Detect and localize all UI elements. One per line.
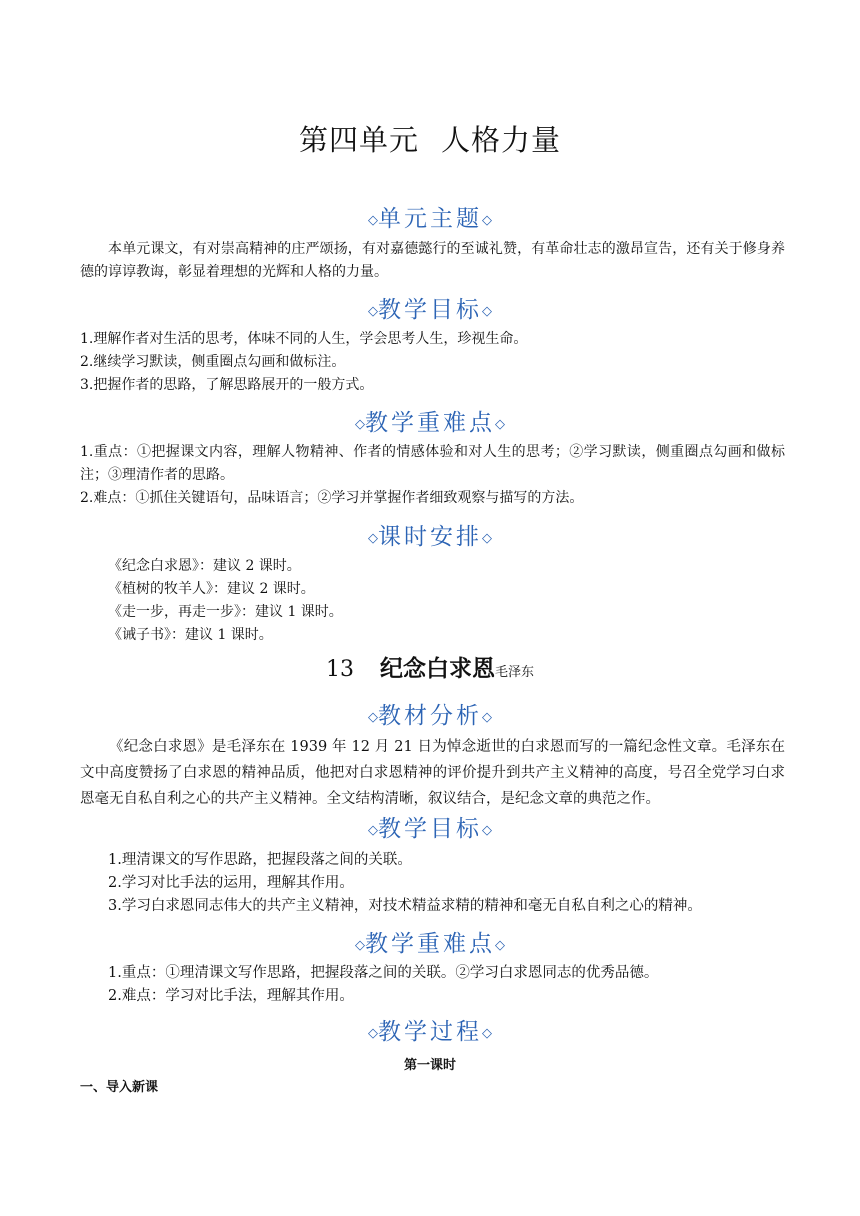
unit-key-points: 1.重点：①把握课文内容，理解人物精神、作者的情感体验和对人生的思考；②学习默读，侧重圈点勾画和做标注；③理清作者的思路。 xyxy=(80,444,785,483)
diamond-icon: ◇ xyxy=(482,531,492,546)
section-heading-teaching-goals: ◇教学目标◇ xyxy=(368,297,492,323)
diamond-icon: ◇ xyxy=(482,710,492,725)
diamond-icon: ◇ xyxy=(368,531,378,546)
diamond-icon: ◇ xyxy=(368,213,378,228)
unit-difficult-points: 2.难点：①抓住关键语句，品味语言；②学习并掌握作者细致观察与描写的方法。 xyxy=(80,490,584,506)
unit-goal-item: 3.把握作者的思路，了解思路展开的一般方式。 xyxy=(80,377,374,393)
diamond-icon: ◇ xyxy=(495,938,505,953)
diamond-icon: ◇ xyxy=(368,304,378,319)
section-heading-material-analysis: ◇教材分析◇ xyxy=(368,703,492,729)
lesson-title xyxy=(0,650,860,683)
diamond-icon: ◇ xyxy=(368,1026,378,1041)
lesson-goal-item: 3.学习白求恩同志伟大的共产主义精神，对技术精益求精的精神和毫无自私自利之心的精神。 xyxy=(108,898,702,914)
section-heading-unit-theme: ◇单元主题◇ xyxy=(368,206,492,232)
diamond-icon: ◇ xyxy=(482,213,492,228)
first-period-heading: 第一课时 xyxy=(403,1058,456,1073)
diamond-icon: ◇ xyxy=(495,417,505,432)
lesson-number: 13 xyxy=(325,657,354,682)
diamond-icon: ◇ xyxy=(368,823,378,838)
unit-goal-item: 1.理解作者对生活的思考，体味不同的人生，学会思考人生，珍视生命。 xyxy=(80,331,528,347)
schedule-item: 《纪念白求恩》：建议 2 课时。 xyxy=(108,558,301,574)
schedule-item: 《植树的牧羊人》：建议 2 课时。 xyxy=(108,581,315,597)
diamond-icon: ◇ xyxy=(482,1026,492,1041)
lesson-key-points: 1.重点：①理清课文写作思路，把握段落之间的关联。②学习白求恩同志的优秀品德。 xyxy=(108,965,659,981)
lesson-difficult-points: 2.难点：学习对比手法，理解其作用。 xyxy=(108,988,354,1004)
intro-heading: 一、导入新课 xyxy=(80,1080,159,1095)
material-analysis-paragraph: 《纪念白求恩》是毛泽东在 1939 年 12 月 21 日为悼念逝世的白求恩而写的一篇纪念性文章。毛泽东在文中高度赞扬了白求恩的精神品质，他把对白求恩精神的评价提升到共产主义精神的高度，号召全党学习白求恩毫无自私自利之心的共产主义精神。全文结构清晰，叙议结合，是纪念文章的典范之作。 xyxy=(80,739,785,807)
section-heading-key-difficult: ◇教学重难点◇ xyxy=(355,410,505,436)
unit-goal-item: 2.继续学习默读，侧重圈点勾画和做标注。 xyxy=(80,354,346,370)
schedule-item: 《走一步，再走一步》：建议 1 课时。 xyxy=(108,604,343,620)
section-heading-lesson-goals: ◇教学目标◇ xyxy=(368,816,492,842)
diamond-icon: ◇ xyxy=(482,823,492,838)
unit-title-part2: 人格力量 xyxy=(441,123,562,157)
unit-theme-paragraph: 本单元课文，有对崇高精神的庄严颂扬，有对嘉德懿行的至诚礼赞，有革命壮志的激昂宣告，还有关于修身养德的谆谆教诲，彰显着理想的光辉和人格的力量。 xyxy=(80,241,785,280)
lesson-goal-item: 2.学习对比手法的运用，理解其作用。 xyxy=(108,875,354,891)
unit-title xyxy=(0,118,860,159)
schedule-item: 《诫子书》：建议 1 课时。 xyxy=(108,627,273,643)
lesson-author: 毛泽东 xyxy=(494,665,534,680)
unit-title-part1: 第四单元 xyxy=(298,123,419,157)
lesson-name: 纪念白求恩 xyxy=(379,656,495,682)
lesson-goal-item: 1.理清课文的写作思路，把握段落之间的关联。 xyxy=(108,852,412,868)
diamond-icon: ◇ xyxy=(355,417,365,432)
section-heading-teaching-process: ◇教学过程◇ xyxy=(368,1019,492,1045)
section-heading-schedule: ◇课时安排◇ xyxy=(368,524,492,550)
diamond-icon: ◇ xyxy=(368,710,378,725)
diamond-icon: ◇ xyxy=(355,938,365,953)
diamond-icon: ◇ xyxy=(482,304,492,319)
section-heading-lesson-key-difficult: ◇教学重难点◇ xyxy=(355,931,505,957)
